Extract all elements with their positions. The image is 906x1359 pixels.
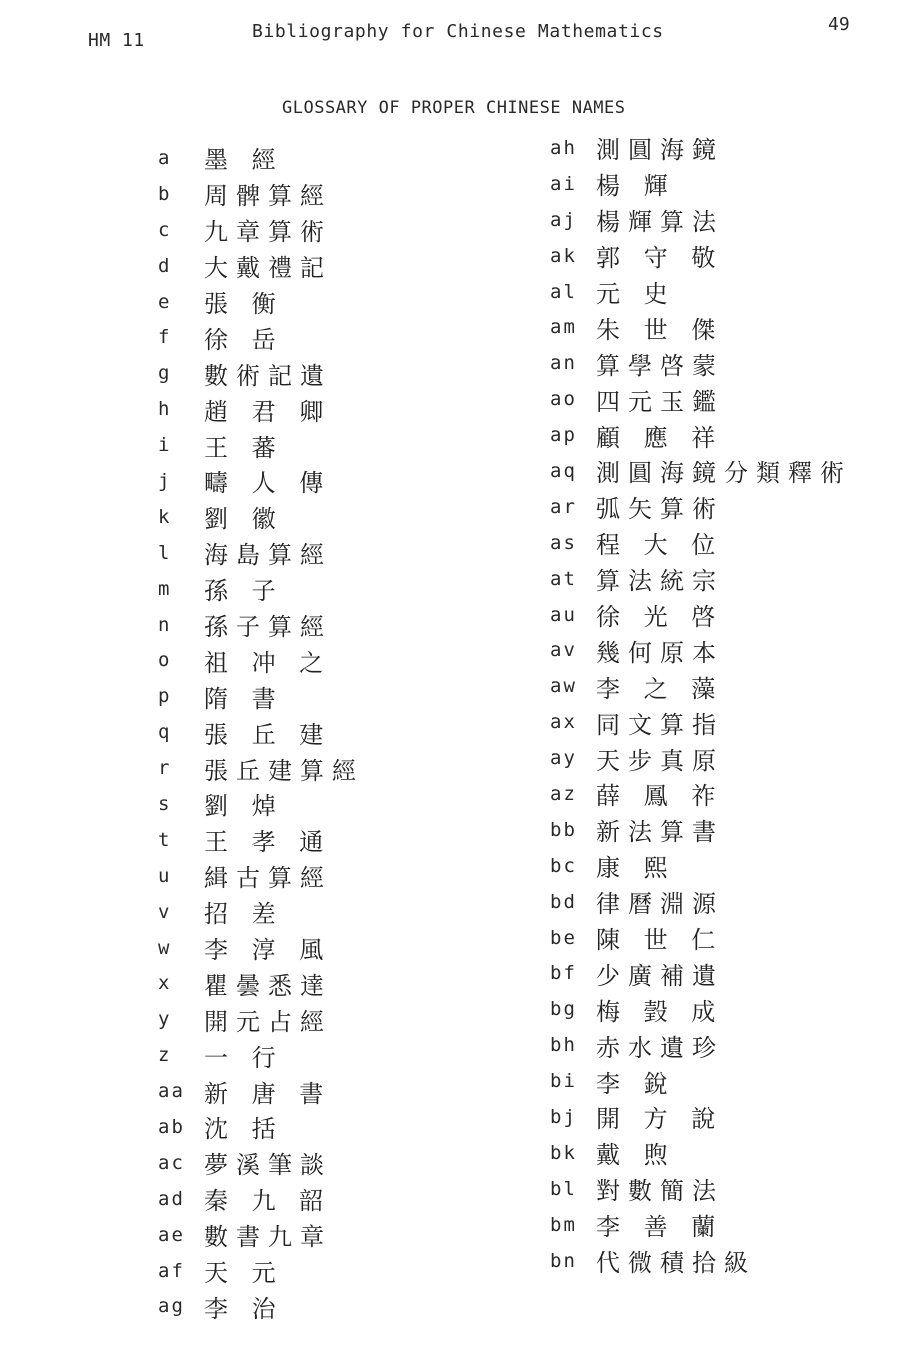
entry-chinese-name: 對數簡法 — [596, 1177, 724, 1206]
glossary-entry — [158, 319, 364, 355]
running-head-title: Bibliography for Chinese Mathematics — [252, 21, 664, 42]
entry-key: ag — [158, 1295, 185, 1318]
entry-key: ae — [158, 1223, 185, 1246]
glossary-entry — [158, 1253, 364, 1289]
entry-chinese-name: 李 淳 風 — [204, 936, 332, 965]
entry-key: ay — [550, 747, 577, 770]
glossary-entry — [158, 212, 364, 248]
glossary-entry — [158, 284, 364, 320]
entry-key: o — [158, 649, 172, 672]
glossary-entry — [158, 930, 364, 966]
entry-chinese-name: 楊輝算法 — [596, 208, 724, 237]
entry-chinese-name: 招 差 — [204, 900, 284, 929]
entry-chinese-name: 少廣補遺 — [596, 961, 724, 990]
glossary-entry — [158, 714, 364, 750]
glossary-entry — [158, 894, 364, 930]
entry-chinese-name: 程 大 位 — [596, 531, 724, 560]
entry-key: av — [550, 639, 577, 662]
entry-chinese-name: 元 史 — [596, 280, 676, 308]
entry-key: at — [550, 567, 577, 590]
entry-chinese-name: 楊 輝 — [596, 172, 676, 201]
entry-key: ah — [550, 136, 577, 159]
entry-key: z — [158, 1044, 172, 1067]
glossary-entry — [158, 1181, 364, 1217]
entry-key: d — [158, 254, 172, 277]
entry-key: a — [158, 146, 172, 169]
glossary-entry — [550, 1063, 852, 1099]
glossary-column-right — [550, 130, 852, 1279]
glossary-entry — [550, 309, 852, 345]
glossary-entry — [550, 991, 852, 1027]
glossary-entry — [158, 176, 364, 212]
entry-key: af — [158, 1259, 185, 1282]
entry-key: y — [158, 1008, 172, 1031]
entry-key: bh — [550, 1034, 577, 1057]
entry-chinese-name: 海島算經 — [204, 541, 332, 570]
entry-chinese-name: 張 衡 — [204, 290, 284, 318]
entry-chinese-name: 徐 光 啓 — [596, 603, 724, 632]
page-number: 49 — [828, 14, 850, 35]
glossary-entry — [550, 453, 852, 489]
glossary-entry — [550, 740, 852, 776]
glossary-entry — [158, 822, 364, 858]
glossary-entry — [550, 848, 852, 884]
entry-chinese-name: 測圓海鏡分類釋術 — [596, 459, 852, 488]
entry-chinese-name: 數書九章 — [204, 1223, 332, 1252]
entry-chinese-name: 弧矢算術 — [596, 495, 724, 524]
entry-key: g — [158, 362, 172, 385]
entry-chinese-name: 算學啓蒙 — [596, 351, 724, 380]
entry-key: bc — [550, 854, 577, 877]
entry-chinese-name: 緝古算經 — [204, 864, 332, 893]
glossary-entry — [550, 561, 852, 597]
entry-chinese-name: 梅 瑴 成 — [596, 997, 724, 1026]
entry-chinese-name: 張丘建算經 — [204, 756, 364, 785]
glossary-column-left — [158, 140, 364, 1324]
entry-chinese-name: 天步真原 — [596, 746, 724, 775]
entry-chinese-name: 郭 守 敬 — [596, 244, 724, 273]
entry-chinese-name: 數術記遺 — [204, 361, 332, 390]
entry-key: f — [158, 326, 172, 349]
glossary-entry — [550, 704, 852, 740]
entry-chinese-name: 徐 岳 — [204, 325, 284, 354]
entry-key: aa — [158, 1080, 185, 1103]
entry-chinese-name: 戴 煦 — [596, 1141, 676, 1170]
glossary-entry — [158, 140, 364, 176]
glossary-entry — [158, 427, 364, 463]
entry-key: i — [158, 434, 172, 457]
glossary-entry — [158, 499, 364, 535]
entry-chinese-name: 赤水遺珍 — [596, 1033, 724, 1062]
entry-chinese-name: 陳 世 仁 — [596, 926, 724, 955]
entry-key: k — [158, 505, 172, 528]
entry-key: bb — [550, 818, 577, 841]
entry-chinese-name: 趙 君 卿 — [204, 397, 332, 426]
glossary-entry — [550, 1027, 852, 1063]
entry-key: j — [158, 469, 172, 492]
glossary-entry — [158, 571, 364, 607]
entry-chinese-name: 幾何原本 — [596, 638, 724, 667]
glossary-entry — [158, 1145, 364, 1181]
entry-key: bl — [550, 1177, 577, 1200]
glossary-entry — [550, 238, 852, 274]
entry-chinese-name: 沈 括 — [204, 1115, 284, 1144]
glossary-entry — [158, 1001, 364, 1037]
entry-key: aj — [550, 208, 577, 231]
entry-chinese-name: 康 熙 — [596, 854, 676, 883]
entry-key: an — [550, 352, 577, 375]
entry-chinese-name: 代微積拾級 — [596, 1249, 756, 1278]
entry-key: ad — [158, 1187, 185, 1210]
entry-chinese-name: 瞿曇悉達 — [204, 971, 332, 1000]
entry-key: bj — [550, 1105, 577, 1128]
glossary-entry — [158, 965, 364, 1001]
entry-chinese-name: 李 善 蘭 — [596, 1213, 724, 1242]
entry-chinese-name: 算法統宗 — [596, 567, 724, 596]
running-head-left: HM 11 — [88, 30, 145, 51]
glossary-entry — [550, 955, 852, 991]
entry-key: aq — [550, 459, 577, 482]
entry-key: e — [158, 290, 172, 313]
entry-key: p — [158, 685, 172, 708]
entry-chinese-name: 李 之 藻 — [596, 674, 724, 703]
entry-chinese-name: 張 丘 建 — [204, 720, 332, 749]
glossary-entry — [550, 1243, 852, 1279]
glossary-entry — [158, 1073, 364, 1109]
entry-key: c — [158, 218, 172, 241]
entry-chinese-name: 九章算術 — [204, 218, 332, 247]
entry-chinese-name: 孫 子 — [204, 577, 284, 606]
glossary-entry — [550, 489, 852, 525]
entry-key: ar — [550, 495, 577, 518]
glossary-entry — [158, 607, 364, 643]
entry-key: n — [158, 613, 172, 636]
entry-key: l — [158, 541, 172, 564]
entry-chinese-name: 祖 冲 之 — [204, 648, 332, 677]
entry-key: ak — [550, 244, 577, 267]
glossary-entry — [550, 345, 852, 381]
glossary-entry — [550, 1135, 852, 1171]
entry-key: x — [158, 972, 172, 995]
entry-chinese-name: 孫子算經 — [204, 613, 332, 642]
entry-chinese-name: 大戴禮記 — [204, 254, 332, 283]
entry-chinese-name: 開元占經 — [204, 1007, 332, 1036]
entry-key: bf — [550, 962, 577, 985]
entry-chinese-name: 墨 經 — [204, 146, 284, 175]
glossary-title: GLOSSARY OF PROPER CHINESE NAMES — [282, 98, 626, 118]
entry-chinese-name: 四元玉鑑 — [596, 387, 724, 416]
entry-chinese-name: 李 銳 — [596, 1069, 676, 1098]
entry-key: al — [550, 280, 577, 303]
glossary-entry — [158, 391, 364, 427]
entry-chinese-name: 一 行 — [204, 1043, 284, 1072]
entry-key: bm — [550, 1213, 577, 1236]
entry-key: h — [158, 398, 172, 421]
glossary-entry — [158, 678, 364, 714]
glossary-entry — [550, 668, 852, 704]
entry-chinese-name: 律曆淵源 — [596, 890, 724, 919]
entry-key: az — [550, 782, 577, 805]
entry-key: v — [158, 900, 172, 923]
glossary-entry — [158, 1037, 364, 1073]
entry-key: am — [550, 316, 577, 339]
glossary-entry — [550, 274, 852, 310]
entry-key: bk — [550, 1141, 577, 1164]
entry-key: r — [158, 757, 172, 780]
glossary-entry — [158, 1289, 364, 1325]
entry-chinese-name: 隋 書 — [204, 684, 284, 713]
entry-chinese-name: 薛 鳳 祚 — [596, 782, 724, 811]
glossary-entry — [158, 786, 364, 822]
entry-key: m — [158, 577, 172, 600]
entry-key: au — [550, 603, 577, 626]
glossary-entry — [550, 1099, 852, 1135]
entry-chinese-name: 顧 應 祥 — [596, 423, 724, 452]
entry-key: s — [158, 792, 172, 815]
glossary-entry — [158, 750, 364, 786]
glossary-entry — [550, 920, 852, 956]
entry-chinese-name: 周髀算經 — [204, 182, 332, 211]
entry-chinese-name: 李 治 — [204, 1294, 284, 1323]
entry-key: as — [550, 531, 577, 554]
entry-key: ai — [550, 172, 577, 195]
entry-key: bn — [550, 1249, 577, 1272]
entry-chinese-name: 劉 焯 — [204, 792, 284, 821]
glossary-entry — [158, 1217, 364, 1253]
entry-key: ap — [550, 424, 577, 447]
entry-chinese-name: 新 唐 書 — [204, 1079, 332, 1108]
entry-key: q — [158, 721, 172, 744]
entry-chinese-name: 劉 徽 — [204, 505, 284, 534]
glossary-entry — [550, 1171, 852, 1207]
entry-key: bd — [550, 890, 577, 913]
glossary-entry — [550, 632, 852, 668]
glossary-entry — [158, 248, 364, 284]
glossary-entry — [158, 642, 364, 678]
glossary-entry — [550, 597, 852, 633]
entry-chinese-name: 同文算指 — [596, 710, 724, 739]
entry-key: b — [158, 182, 172, 205]
glossary-entry — [550, 130, 852, 166]
glossary-entry — [550, 525, 852, 561]
entry-key: be — [550, 926, 577, 949]
entry-key: t — [158, 828, 172, 851]
glossary-entry — [550, 381, 852, 417]
entry-key: ac — [158, 1151, 185, 1174]
entry-key: w — [158, 936, 172, 959]
entry-key: u — [158, 864, 172, 887]
entry-chinese-name: 測圓海鏡 — [596, 136, 724, 165]
glossary-entry — [550, 202, 852, 238]
glossary-entry — [550, 417, 852, 453]
glossary-entry — [158, 858, 364, 894]
entry-key: ao — [550, 388, 577, 411]
entry-key: bg — [550, 998, 577, 1021]
entry-key: ax — [550, 711, 577, 734]
entry-chinese-name: 夢溪筆談 — [204, 1151, 332, 1180]
entry-chinese-name: 朱 世 傑 — [596, 315, 724, 344]
glossary-entry — [158, 463, 364, 499]
glossary-entry — [550, 812, 852, 848]
entry-key: ab — [158, 1115, 185, 1138]
entry-chinese-name: 新法算書 — [596, 818, 724, 847]
glossary-entry — [550, 1207, 852, 1243]
entry-key: bi — [550, 1070, 577, 1093]
glossary-entry — [158, 355, 364, 391]
glossary-entry — [550, 884, 852, 920]
entry-chinese-name: 疇 人 傳 — [204, 469, 332, 498]
entry-key: aw — [550, 675, 577, 698]
entry-chinese-name: 王 孝 通 — [204, 828, 332, 857]
entry-chinese-name: 天 元 — [204, 1259, 284, 1288]
entry-chinese-name: 秦 九 韶 — [204, 1187, 332, 1216]
glossary-entry — [550, 166, 852, 202]
entry-chinese-name: 開 方 說 — [596, 1105, 724, 1134]
glossary-entry — [158, 535, 364, 571]
glossary-entry — [158, 1109, 364, 1145]
glossary-entry — [550, 776, 852, 812]
entry-chinese-name: 王 蕃 — [204, 433, 284, 462]
